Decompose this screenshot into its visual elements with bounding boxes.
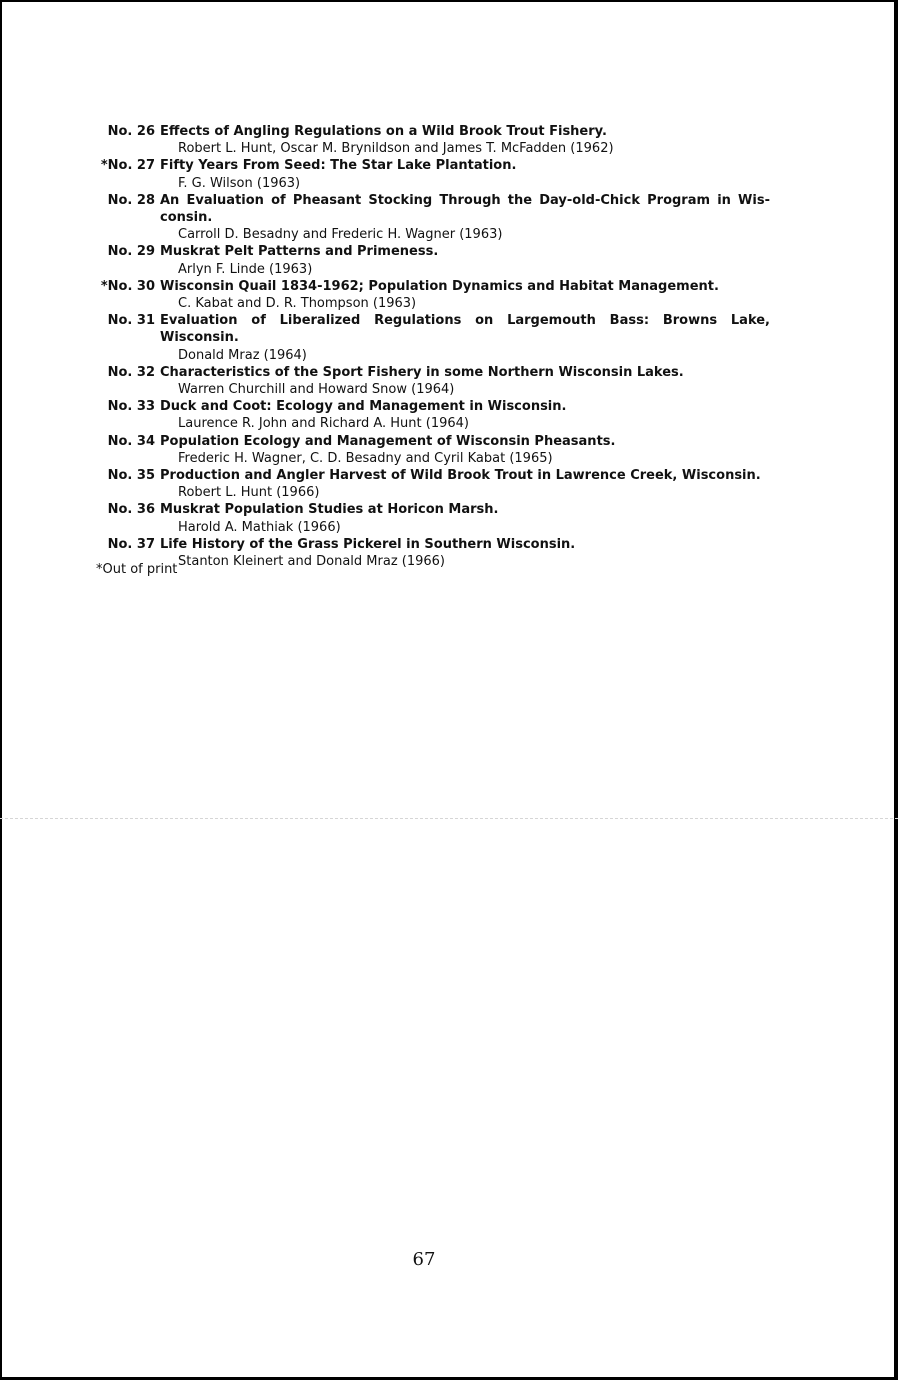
list-item [90, 157, 770, 191]
page-border-left [0, 0, 2, 1380]
entry-authors: Frederic H. Wagner, C. D. Besadny and Cyril Kabat (1965) [178, 450, 553, 466]
entry-title: An Evaluation of Pheasant Stocking Through the Day-old-Chick Program in Wis-consin. [160, 192, 770, 226]
list-item [90, 536, 770, 570]
entry-number: No. 29 [107, 244, 155, 260]
entry-number: No. 34 [107, 433, 155, 449]
list-item [90, 398, 770, 432]
entry-body [160, 278, 770, 312]
entry-authors: Laurence R. John and Richard A. Hunt (1964) [178, 416, 469, 432]
entry-body [160, 501, 770, 535]
entry-body [160, 536, 770, 570]
entry-title: Population Ecology and Management of Wisconsin Pheasants. [160, 433, 616, 449]
entry-number: No. 37 [107, 536, 155, 552]
entry-title: Production and Angler Harvest of Wild Brook Trout in Lawrence Creek, Wisconsin. [160, 468, 761, 484]
entry-authors: Robert L. Hunt, Oscar M. Brynildson and James T. McFadden (1962) [178, 141, 614, 157]
entry-authors: Harold A. Mathiak (1966) [178, 519, 341, 535]
entry-authors: C. Kabat and D. R. Thompson (1963) [178, 296, 417, 312]
entry-number: *No. 27 [100, 158, 155, 174]
list-item [90, 192, 770, 244]
list-item [90, 243, 770, 277]
entry-authors: F. G. Wilson (1963) [178, 175, 301, 191]
page-number: 67 [412, 1249, 436, 1270]
entry-number: No. 26 [107, 124, 155, 139]
entry-number: No. 32 [107, 364, 155, 380]
entry-number: No. 31 [107, 313, 155, 329]
list-item [90, 364, 770, 398]
entry-body [160, 157, 770, 191]
entry-body [160, 433, 770, 467]
entry-number: No. 28 [107, 192, 155, 208]
list-item [90, 278, 770, 312]
list-item [90, 123, 770, 157]
entry-title: Life History of the Grass Pickerel in Southern Wisconsin. [160, 536, 576, 552]
entry-authors: Warren Churchill and Howard Snow (1964) [178, 382, 455, 398]
entry-number: No. 33 [107, 399, 155, 415]
entry-body [160, 123, 770, 157]
entry-authors: Arlyn F. Linde (1963) [178, 261, 313, 277]
entry-title: Evaluation of Liberalized Regulations on Largemouth Bass: Browns Lake, Wisconsin. [160, 313, 770, 346]
entry-authors: Donald Mraz (1964) [178, 347, 307, 363]
fold-line [0, 818, 898, 819]
list-item [90, 467, 770, 501]
entry-title: Muskrat Pelt Patterns and Primeness. [160, 244, 439, 260]
entry-authors: Robert L. Hunt (1966) [178, 485, 320, 501]
entry-body [160, 243, 770, 277]
entry-body [160, 364, 770, 398]
out-of-print-footnote: *Out of print [96, 562, 178, 577]
list-item [90, 312, 770, 364]
entry-title: Muskrat Population Studies at Horicon Marsh. [160, 502, 499, 518]
publication-list [90, 123, 770, 570]
entry-authors: Carroll D. Besadny and Frederic H. Wagner (1963) [178, 227, 503, 243]
entry-number: No. 36 [107, 502, 155, 518]
list-item [90, 433, 770, 467]
entry-body [160, 467, 770, 501]
entry-title: Wisconsin Quail 1834-1962; Population Dynamics and Habitat Management. [160, 278, 719, 294]
entry-title: Fifty Years From Seed: The Star Lake Plantation. [160, 158, 517, 174]
entry-title: Effects of Angling Regulations on a Wild Brook Trout Fishery. [160, 124, 607, 139]
entry-body [160, 312, 770, 364]
page-border-top [0, 0, 898, 2]
entry-title: Duck and Coot: Ecology and Management in Wisconsin. [160, 399, 567, 415]
list-item [90, 501, 770, 535]
entry-body [160, 398, 770, 432]
entry-body [160, 192, 770, 244]
entry-number: No. 35 [107, 468, 155, 484]
entry-title: Characteristics of the Sport Fishery in some Northern Wisconsin Lakes. [160, 364, 684, 380]
page-border-right [894, 0, 898, 1380]
entry-number: *No. 30 [100, 278, 155, 294]
entry-authors: Stanton Kleinert and Donald Mraz (1966) [178, 554, 446, 570]
